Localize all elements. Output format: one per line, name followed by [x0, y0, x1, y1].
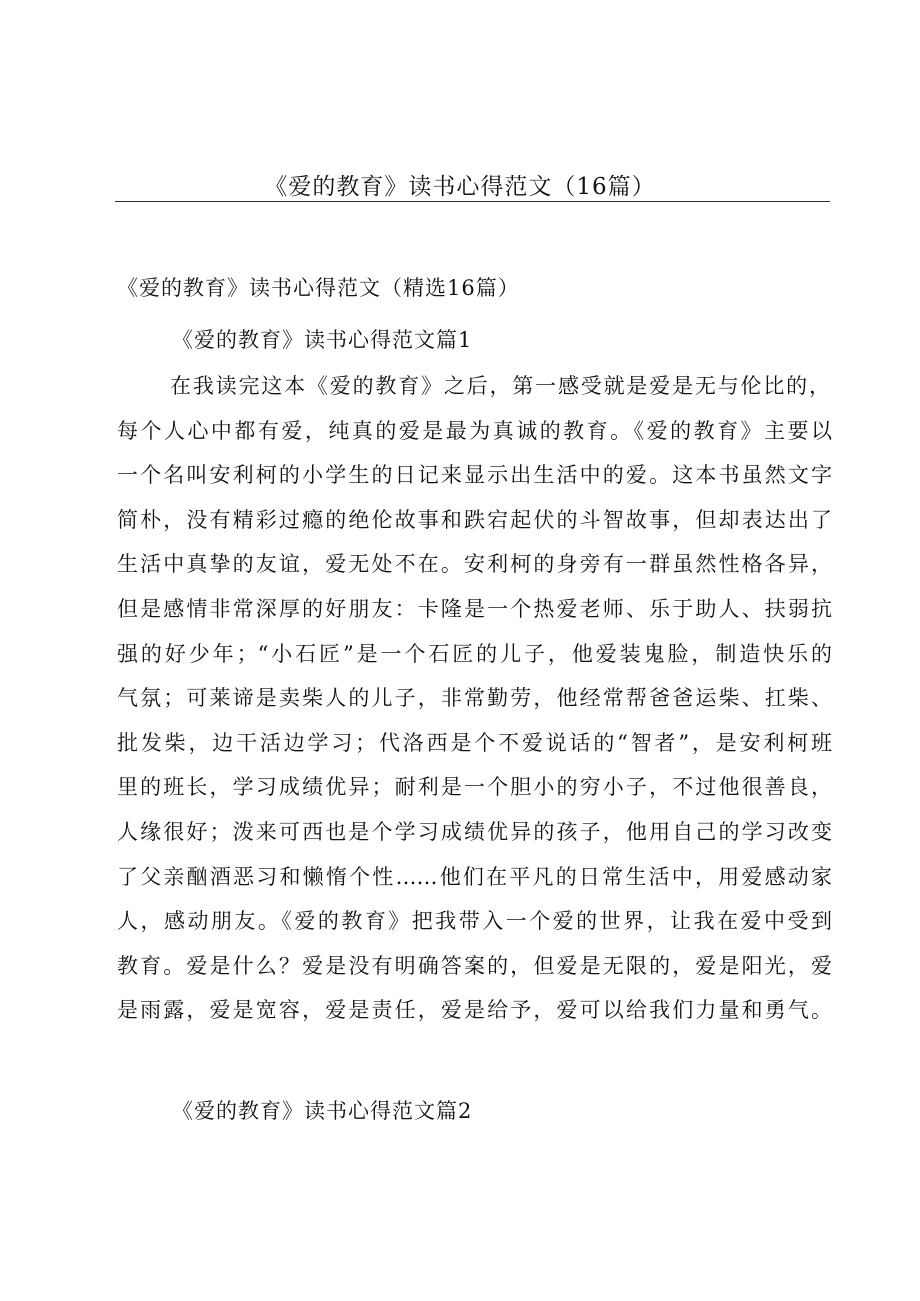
document-title: 《爱的教育》读书心得范文（16篇）	[264, 174, 656, 200]
paragraph-line: 人缘很好；泼来可西也是个学习成绩优异的孩子，他用自己的学习改变	[117, 820, 832, 844]
paragraph-line: 批发柴，边干活边学习；代洛西是个不爱说话的“智者”，是安利柯班	[117, 730, 832, 755]
paragraph-line: 强的好少年；“小石匠”是一个石匠的儿子，他爱装鬼脸，制造快乐的	[117, 641, 832, 666]
paragraph-line: 在我读完这本《爱的教育》之后，第一感受就是爱是无与伦比的，	[170, 374, 830, 398]
section-heading-2: 《爱的教育》读书心得范文篇2	[172, 1099, 473, 1123]
paragraph-line: 是雨露，爱是宽容，爱是责任，爱是给予，爱可以给我们力量和勇气。	[117, 998, 832, 1023]
paragraph-line: 简朴，没有精彩过瘾的绝伦故事和跌宕起伏的斗智故事，但却表达出了	[117, 507, 832, 532]
title-underline	[115, 201, 830, 202]
paragraph-line: 一个名叫安利柯的小学生的日记来显示出生活中的爱。这本书虽然文字	[117, 463, 832, 488]
paragraph-line: 每个人心中都有爱，纯真的爱是最为真诚的教育。《爱的教育》主要以	[117, 418, 832, 443]
section-heading-1: 《爱的教育》读书心得范文篇1	[172, 328, 473, 352]
paragraph-line: 气氛；可莱谛是卖柴人的儿子，非常勤劳，他经常帮爸爸运柴、扛柴、	[117, 686, 832, 711]
paragraph-line: 了父亲酗酒恶习和懒惰个性……他们在平凡的日常生活中，用爱感动家	[117, 864, 832, 889]
paragraph-line: 教育。爱是什么？爱是没有明确答案的，但爱是无限的，爱是阳光，爱	[117, 953, 832, 978]
paragraph-line: 里的班长，学习成绩优异；耐利是一个胆小的穷小子，不过他很善良，	[117, 775, 832, 800]
paragraph-line: 生活中真挚的友谊，爱无处不在。安利柯的身旁有一群虽然性格各异，	[117, 552, 832, 577]
paragraph-line: 但是感情非常深厚的好朋友：卡隆是一个热爱老师、乐于助人、扶弱抗	[117, 597, 832, 621]
paragraph-line: 人，感动朋友。《爱的教育》把我带入一个爱的世界，让我在爱中受到	[117, 909, 832, 934]
document-subtitle: 《爱的教育》读书心得范文（精选16篇）	[117, 276, 520, 300]
